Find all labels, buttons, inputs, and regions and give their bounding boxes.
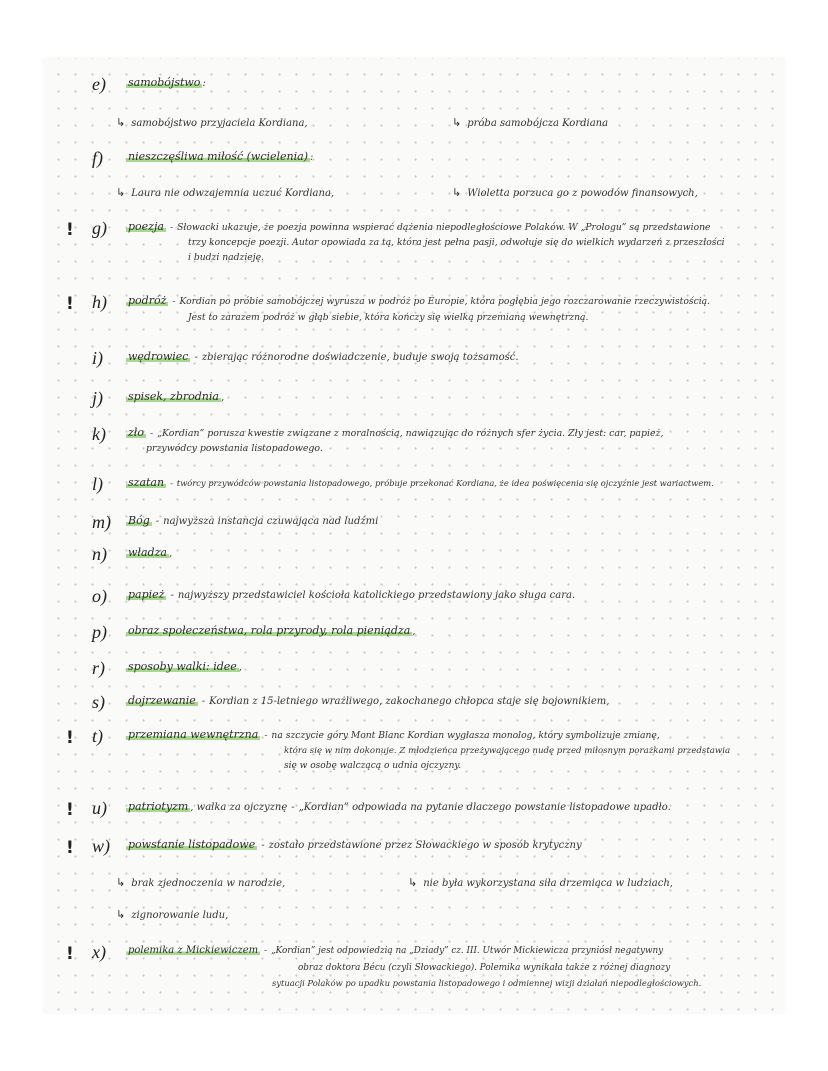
arrow-icon: ↳ [116, 186, 126, 199]
item-letter: k) [92, 424, 106, 444]
sub-point-text: Laura nie odwzajemnia uczuć Kordiana, [131, 188, 335, 199]
punctuation: , [412, 626, 416, 637]
item-body: papież - najwyższy przedstawiciel kościoła katolickiego przedstawiony jako sługa cara. [128, 588, 576, 601]
arrow-icon: ↳ [452, 186, 462, 199]
item-body: patriotyzm , walka za ojczyznę - „Kordian” odpowiada na pytanie dlaczego powstanie listopadowe upadło. [128, 800, 671, 813]
item-letter: w) [92, 836, 110, 856]
item-text-line: i budzi nadzieję. [188, 252, 264, 263]
keyword-highlight: poezja [128, 220, 164, 233]
exclamation-mark: ! [66, 944, 74, 964]
item-letter: m) [92, 512, 111, 532]
notebook-page [44, 58, 784, 1013]
item-text: , walka za ojczyznę [190, 802, 288, 813]
item-letter: o) [92, 586, 107, 606]
item-letter: l) [92, 474, 103, 494]
item-text-line: Kordian po próbie samobójczej wyrusza w podróż po Europie, która pogłębia jego rozczarowanie rzeczywistością. [179, 296, 711, 307]
item-letter: u) [92, 798, 107, 818]
sub-point [116, 876, 285, 889]
item-text: zbierając różnorodne doświadczenie, buduje swoją tożsamość. [201, 352, 519, 363]
keyword-highlight: polemika z Mickiewiczem [128, 945, 259, 956]
item-text-line: która się w nim dokonuje. Z młodzieńca przeżywającego nudę przed miłosnym porażkami przedstawia [284, 746, 731, 756]
keyword-highlight: wędrowiec [128, 350, 189, 363]
arrow-icon: ↳ [452, 116, 462, 129]
item-text: najwyższy przedstawiciel kościoła katolickiego przedstawiony jako sługa cara. [177, 590, 576, 601]
item-body [126, 76, 776, 91]
item-body: szatan - twórcy przywódców powstania listopadowego, próbuje przekonać Kordiana, że idea poświęcenia się ojczyźnie jest wariactwem. [128, 476, 714, 489]
item-text: zostało przedstawione przez Słowackiego w sposób krytyczny [268, 840, 582, 851]
keyword-highlight: przemiana wewnętrzna [128, 728, 259, 741]
punctuation: : [310, 152, 314, 163]
item-letter: p) [92, 622, 107, 642]
keyword-highlight: Bóg [128, 514, 150, 527]
arrow-icon: ↳ [116, 876, 126, 889]
item-letter: e) [92, 74, 106, 94]
item-text-line: „Kordian” porusza kwestie związane z moralnością, nawiązując do różnych sfer życia. Zły jest: car, papież, [157, 428, 664, 439]
item-body: polemika z Mickiewiczem - „Kordian” jest odpowiedzią na „Dziady” cz. III. Utwór Mickiewicza przyniósł negatywny [128, 945, 664, 956]
keyword-highlight: samobójstwo [128, 76, 201, 89]
arrow-icon: ↳ [116, 908, 126, 921]
item-body: przemiana wewnętrzna - na szczycie góry Mont Blanc Kordian wygłasza monolog, który symbolizuje zmianę, [128, 728, 660, 741]
item-text: najwyższa instancja czuwająca nad ludźmi [163, 516, 379, 527]
sub-point-text: nie była wykorzystana siła drzemiąca w ludziach, [423, 878, 673, 889]
sub-point [116, 116, 308, 129]
item-text-line: na szczycie góry Mont Blanc Kordian wygłasza monolog, który symbolizuje zmianę, [271, 730, 660, 741]
item-text-line: się w osobę walczącą o udnia ojczyzny. [284, 761, 462, 771]
item-letter: x) [92, 942, 106, 962]
item-letter: r) [92, 658, 105, 678]
sub-point [116, 186, 334, 199]
punctuation: , [238, 662, 242, 673]
item-text: twórcy przywódców powstania listopadowego, próbuje przekonać Kordiana, że idea poświęcenia się ojczyźnie jest wariactwem. [176, 478, 714, 488]
keyword-highlight: obraz społeczeństwa, rola przyrody, rola pieniądza [128, 624, 411, 637]
item-letter: f) [92, 148, 103, 168]
keyword-highlight: sposoby walki: idee [128, 660, 237, 673]
item-body: zło - „Kordian” porusza kwestie związane z moralnością, nawiązując do różnych sfer życia. Zły jest: car, papież, [128, 426, 664, 439]
item-text-line: Słowacki ukazuje, że poezja powinna wspierać dążenia niepodległościowe Polaków. W „Prologu” są przedstawione [177, 222, 711, 233]
item-body: Bóg - najwyższa instancja czuwająca nad ludźmi [128, 514, 379, 527]
item-letter: g) [92, 218, 107, 238]
sub-point-text: próba samobójcza Kordiana [467, 118, 609, 129]
item-text: Kordian z 15-letniego wrażliwego, zakochanego chłopca staje się bojownikiem, [209, 696, 610, 707]
item-letter: j) [92, 388, 103, 408]
item-body: wędrowiec - zbierając różnorodne doświadczenie, buduje swoją tożsamość. [128, 350, 519, 363]
keyword-highlight: władza [128, 546, 167, 559]
sub-point [452, 186, 698, 199]
item-text-line: przywódcy powstania listopadowego. [146, 443, 323, 454]
arrow-icon: ↳ [116, 116, 126, 129]
item-body: dojrzewanie - Kordian z 15-letniego wrażliwego, zakochanego chłopca staje się bojownikiem, [128, 694, 610, 707]
exclamation-mark: ! [66, 294, 74, 314]
item-text-line: obraz doktora Bécu (czyli Słowackiego). Polemika wynikała także z różnej diagnozy [298, 963, 671, 973]
keyword-highlight: dojrzewanie [128, 694, 196, 707]
item-letter: t) [92, 726, 103, 746]
exclamation-mark: ! [66, 220, 74, 240]
item-text-line: Jest to zarazem podróż w głąb siebie, która kończy się wielką przemianą wewnętrzną. [188, 312, 589, 323]
exclamation-mark: ! [66, 800, 74, 820]
item-body [126, 624, 776, 639]
keyword-highlight: patriotyzm [128, 800, 189, 813]
exclamation-mark: ! [66, 728, 74, 748]
item-body: poezja - Słowacki ukazuje, że poezja powinna wspierać dążenia niepodległościowe Polaków. W „Prologu” są przedstawione [128, 220, 711, 233]
keyword-highlight: podróż [128, 294, 167, 307]
item-body [126, 660, 776, 675]
sub-point-text: samobójstwo przyjaciela Kordiana, [131, 118, 308, 129]
keyword-highlight: papież [128, 588, 165, 601]
item-body [126, 546, 776, 561]
item-text: „Kordian” odpowiada na pytanie dlaczego powstanie listopadowe upadło. [298, 802, 671, 813]
sub-point [452, 116, 608, 129]
keyword-highlight: powstanie listopadowe [128, 838, 256, 851]
punctuation: , [220, 392, 225, 403]
item-letter: h) [92, 292, 107, 312]
punctuation: , [168, 548, 173, 559]
keyword-highlight: szatan [128, 476, 165, 489]
keyword-highlight: zło [128, 426, 144, 439]
sub-point-text: Wioletta porzuca go z powodów finansowych, [467, 188, 698, 199]
item-text-line: „Kordian” jest odpowiedzią na „Dziady” cz. III. Utwór Mickiewicza przyniósł negatywny [271, 946, 664, 956]
item-body [126, 150, 776, 165]
item-text-line: trzy koncepcje poezji. Autor opowiada za tą, która jest pełna pasji, odwołuje się do wielkich wydarzeń z przeszłości [188, 237, 725, 248]
item-letter: i) [92, 348, 103, 368]
sub-point [116, 908, 228, 921]
keyword-highlight: nieszczęśliwa miłość (wcielenia) [128, 150, 308, 163]
item-letter: n) [92, 544, 107, 564]
sub-point [408, 876, 673, 889]
item-text-line: sytuacji Polaków po upadku powstania listopadowego i odmiennej wizji działań niepodległościowych. [272, 978, 702, 988]
punctuation: : [202, 78, 206, 89]
item-body [126, 390, 776, 405]
item-body: powstanie listopadowe - zostało przedstawione przez Słowackiego w sposób krytyczny [128, 838, 582, 851]
exclamation-mark: ! [66, 838, 74, 858]
item-body: podróż - Kordian po próbie samobójczej wyrusza w podróż po Europie, która pogłębia jego rozczarowanie rzeczywistością. [128, 294, 711, 307]
arrow-icon: ↳ [408, 876, 418, 889]
keyword-highlight: spisek, zbrodnia [128, 390, 219, 403]
sub-point-text: brak zjednoczenia w narodzie, [131, 878, 286, 889]
item-letter: s) [92, 692, 105, 712]
sub-point-text: zignorowanie ludu, [131, 910, 229, 921]
